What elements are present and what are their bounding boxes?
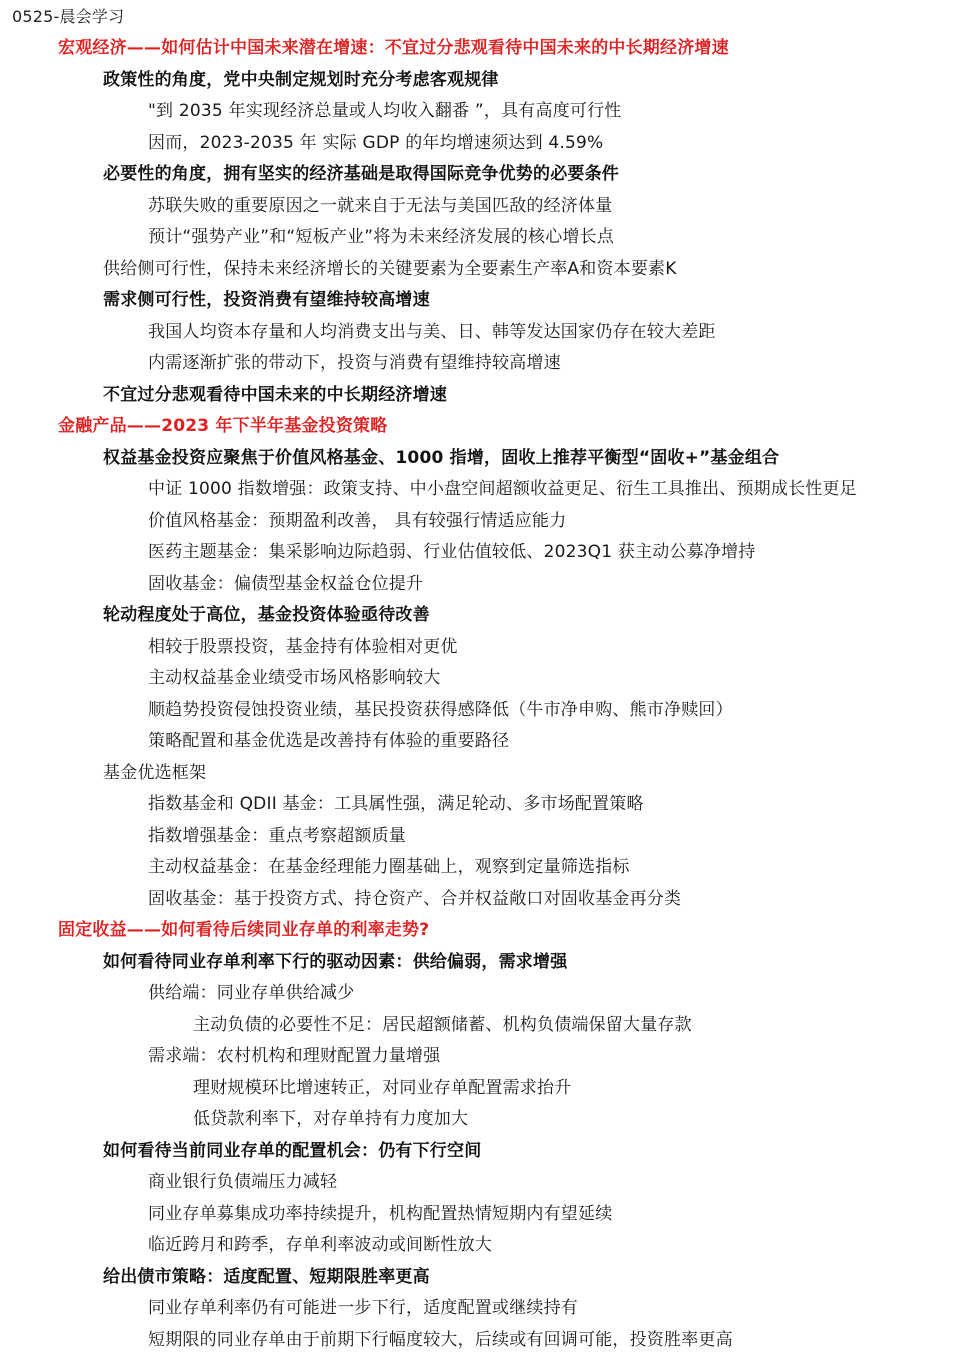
outline-subitem: 医药主题基金：集采影响边际趋弱、行业估值较低、2023Q1 获主动公募净增持	[148, 542, 756, 562]
outline-subitem: 同业存单募集成功率持续提升，机构配置热情短期内有望延续	[148, 1203, 613, 1224]
outline-subitem: 固收基金：偏债型基金权益仓位提升	[148, 573, 424, 594]
outline-subitem: 指数基金和 QDII 基金：工具属性强，满足轮动、多市场配置策略	[148, 794, 644, 814]
outline-subsubitem: 主动负债的必要性不足：居民超额储蓄、机构负债端保留大量存款	[193, 1014, 692, 1035]
outline-subitem: 主动权益基金业绩受市场风格影响较大	[148, 668, 441, 688]
outline-subitem: 因而，2023-2035 年 实际 GDP 的年均增速须达到 4.59%	[148, 132, 604, 153]
outline-subsubitem: 理财规模环比增速转正，对同业存单配置需求抬升	[193, 1077, 572, 1098]
subsection-heading: 权益基金投资应聚焦于价值风格基金、1000 指增，固收上推荐平衡型“固收+”基金组合	[103, 447, 780, 468]
subsection-heading: 政策性的角度，党中央制定规划时充分考虑客观规律	[103, 69, 499, 90]
outline-subitem: 主动权益基金：在基金经理能力圈基础上，观察到定量筛选指标	[148, 857, 630, 877]
subsection-heading: 如何看待当前同业存单的配置机会：仍有下行空间	[103, 1140, 482, 1161]
outline-subitem: 预计“强势产业”和“短板产业”将为未来经济发展的核心增长点	[148, 227, 615, 247]
outline-subitem: 供给端：同业存单供给减少	[148, 983, 355, 1003]
subsection-heading: 不宜过分悲观看待中国未来的中长期经济增速	[103, 384, 447, 405]
outline-subitem: 中证 1000 指数增强：政策支持、中小盘空间超额收益更足、衍生工具推出、预期成长性更足	[148, 479, 857, 499]
outline-subitem: 固收基金：基于投资方式、持仓资产、合并权益敞口对固收基金再分类	[148, 888, 682, 909]
subsection-heading: 需求侧可行性，投资消费有望维持较高增速	[103, 290, 430, 310]
outline-subitem: 指数增强基金：重点考察超额质量	[148, 825, 406, 846]
outline-subitem: 顺趋势投资侵蚀投资业绩，基民投资获得感降低（牛市净申购、熊市净赎回）	[148, 699, 733, 720]
outline-subitem: 我国人均资本存量和人均消费支出与美、日、韩等发达国家仍存在较大差距	[148, 321, 716, 342]
page-title: 0525-晨会学习	[12, 7, 125, 26]
outline-subitem: 相较于股票投资，基金持有体验相对更优	[148, 636, 458, 657]
outline-subitem: 需求端：农村机构和理财配置力量增强	[148, 1046, 441, 1066]
outline-subitem: 临近跨月和跨季，存单利率波动或间断性放大	[148, 1235, 492, 1255]
section-heading: 固定收益——如何看待后续同业存单的利率走势?	[58, 920, 430, 940]
outline-subitem: 内需逐渐扩张的带动下，投资与消费有望维持较高增速	[148, 353, 561, 373]
outline-subitem: 短期限的同业存单由于前期下行幅度较大，后续或有回调可能，投资胜率更高	[148, 1329, 733, 1350]
outline-subitem: "到 2035 年实现经济总量或人均收入翻番 ”，具有高度可行性	[148, 101, 622, 121]
outline-subitem: 同业存单利率仍有可能进一步下行，适度配置或继续持有	[148, 1298, 578, 1318]
outline-subitem: 策略配置和基金优选是改善持有体验的重要路径	[148, 731, 510, 751]
outline-subitem: 商业银行负债端压力减轻	[148, 1172, 338, 1192]
subsection-heading: 给出债市策略：适度配置、短期限胜率更高	[103, 1266, 430, 1287]
outline-item: 基金优选框架	[103, 762, 207, 783]
outline-subitem: 苏联失败的重要原因之一就来自于无法与美国匹敌的经济体量	[148, 195, 613, 216]
subsection-heading: 必要性的角度，拥有坚实的经济基础是取得国际竞争优势的必要条件	[103, 164, 619, 184]
subsection-heading: 如何看待同业存单利率下行的驱动因素：供给偏弱，需求增强	[103, 951, 568, 972]
outline-item: 供给侧可行性，保持未来经济增长的关键要素为全要素生产率A和资本要素K	[103, 258, 677, 279]
outline-subitem: 价值风格基金：预期盈利改善， 具有较强行情适应能力	[148, 510, 567, 531]
subsection-heading: 轮动程度处于高位，基金投资体验亟待改善	[103, 605, 430, 625]
section-heading: 宏观经济——如何估计中国未来潜在增速：不宜过分悲观看待中国未来的中长期经济增速	[58, 38, 729, 58]
outline-subsubitem: 低贷款利率下，对存单持有力度加大	[193, 1109, 469, 1129]
section-heading: 金融产品——2023 年下半年基金投资策略	[58, 416, 388, 436]
